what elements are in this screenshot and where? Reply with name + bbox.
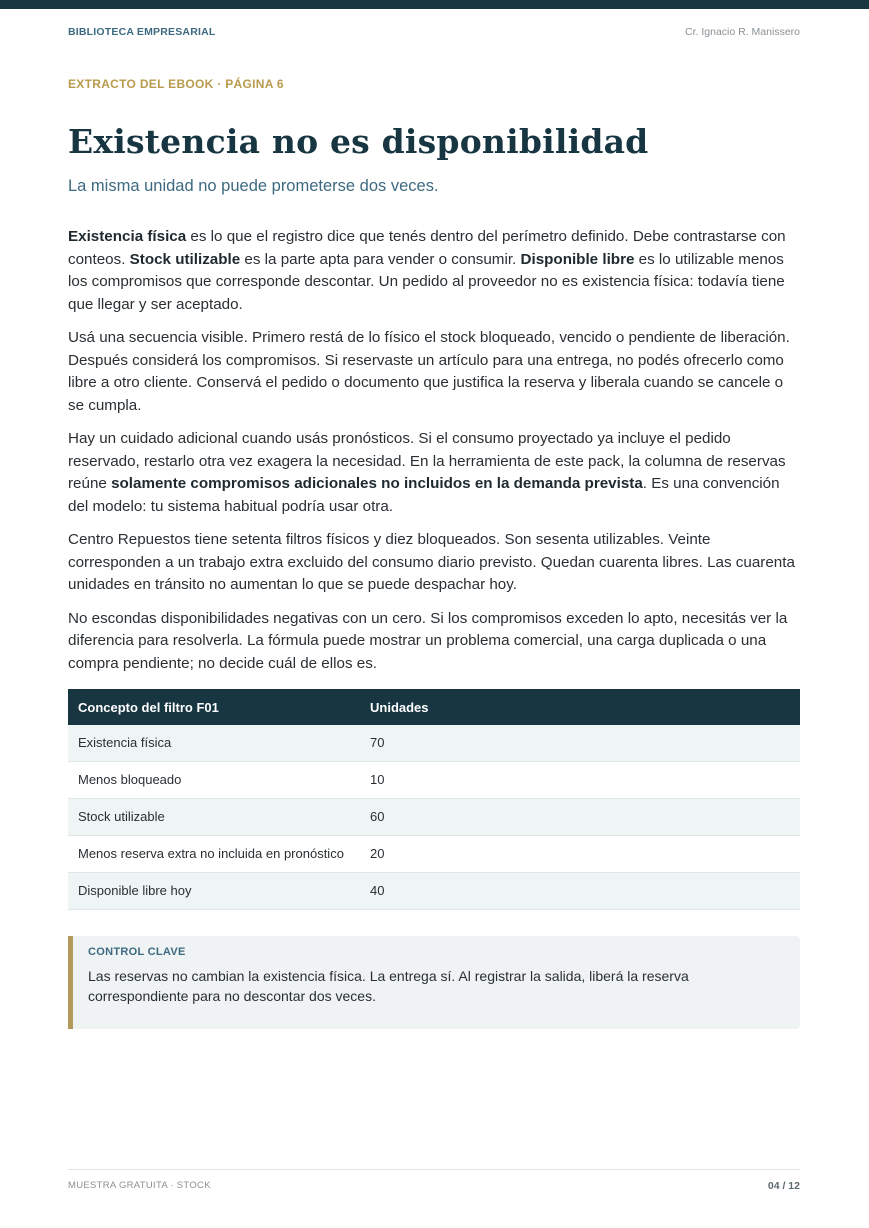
column-header-units: Unidades [360, 689, 800, 725]
filter-table [68, 689, 800, 910]
excerpt-eyebrow: EXTRACTO DEL EBOOK · PÁGINA 6 [68, 77, 284, 91]
page-title: Existencia no es disponibilidad [68, 122, 649, 161]
paragraph-3: Hay un cuidado adicional cuando usás pronósticos. Si el consumo proyectado ya incluye el pedido reservado, restarlo otra vez exagera la necesidad. En la herramienta de este pack, la columna de reservas reúne solamente compromisos adicionales no incluidos en la demanda prevista. Es una convención del modelo: tu sistema habitual podría usar otra. [68, 430, 786, 515]
table-row [68, 762, 800, 799]
table-cell-units: 60 [360, 799, 800, 836]
callout-title: CONTROL CLAVE [88, 946, 186, 958]
table-row [68, 725, 800, 762]
key-control-callout [68, 936, 800, 1029]
table-row [68, 873, 800, 910]
table-cell-units: 20 [360, 836, 800, 873]
term-stock-utilizable: Stock utilizable [129, 250, 241, 268]
footer-label: MUESTRA GRATUITA · STOCK [68, 1180, 211, 1191]
table-cell-units: 10 [360, 762, 800, 799]
paragraph-1: Existencia física es lo que el registro dice que tenés dentro del perímetro definido. Debe contrastarse con conteos. Stock utilizable es la parte apta para vender o consumir. Disponible libre es lo utilizable menos los compromisos que corresponde descontar. Un pedido al proveedor no es existencia física: todavía tiene que llegar y ser aceptado. [68, 228, 786, 313]
emphasis-compromisos: solamente compromisos adicionales no incluidos en la demanda prevista [111, 475, 643, 492]
callout-text: Las reservas no cambian la existencia física. La entrega sí. Al registrar la salida, liberá la reserva correspondiente para no descontar dos veces. [88, 968, 689, 1004]
table-cell-concept: Stock utilizable [68, 799, 360, 836]
paragraph-4: Centro Repuestos tiene setenta filtros físicos y diez bloqueados. Son sesenta utilizables. Veinte corresponden a un trabajo extra excluido del consumo diario previsto. Quedan cuarenta libres. Las cuarenta unidades en tránsito no aumentan lo que se puede despachar hoy. [68, 531, 795, 593]
table-cell-concept: Menos reserva extra no incluida en pronóstico [68, 836, 360, 873]
table-row [68, 799, 800, 836]
body-text [68, 226, 802, 686]
table-cell-concept: Existencia física [68, 725, 360, 762]
page-header [68, 26, 800, 38]
table-row [68, 836, 800, 873]
top-accent-bar [0, 0, 869, 9]
term-disponible-libre: Disponible libre [520, 250, 635, 268]
page-subtitle: La misma unidad no puede prometerse dos veces. [68, 177, 439, 195]
term-existencia-fisica: Existencia física [68, 228, 187, 245]
table-cell-units: 40 [360, 873, 800, 910]
author-label: Cr. Ignacio R. Manissero [685, 26, 800, 38]
column-header-concept: Concepto del filtro F01 [68, 689, 360, 725]
page-footer [68, 1169, 800, 1192]
table-cell-concept: Disponible libre hoy [68, 873, 360, 910]
brand-label: BIBLIOTECA EMPRESARIAL [68, 26, 216, 38]
paragraph-2: Usá una secuencia visible. Primero restá de lo físico el stock bloqueado, vencido o pendiente de liberación. Después considerá los compromisos. Si reservaste un artículo para una entrega, no podés ofrecerlo como libre a otro cliente. Conservá el pedido o documento que justifica la reserva y liberala cuando se cancele o se cumpla. [68, 329, 790, 414]
paragraph-5: No escondas disponibilidades negativas con un cero. Si los compromisos exceden lo apto, necesitás ver la diferencia para resolverla. La fórmula puede mostrar un problema comercial, una carga duplicada o una compra pendiente; no decide cuál de ellos es. [68, 609, 788, 672]
page-number: 04 / 12 [767, 1180, 800, 1192]
table-header-row [68, 689, 800, 725]
table-cell-units: 70 [360, 725, 800, 762]
table-cell-concept: Menos bloqueado [68, 762, 360, 799]
